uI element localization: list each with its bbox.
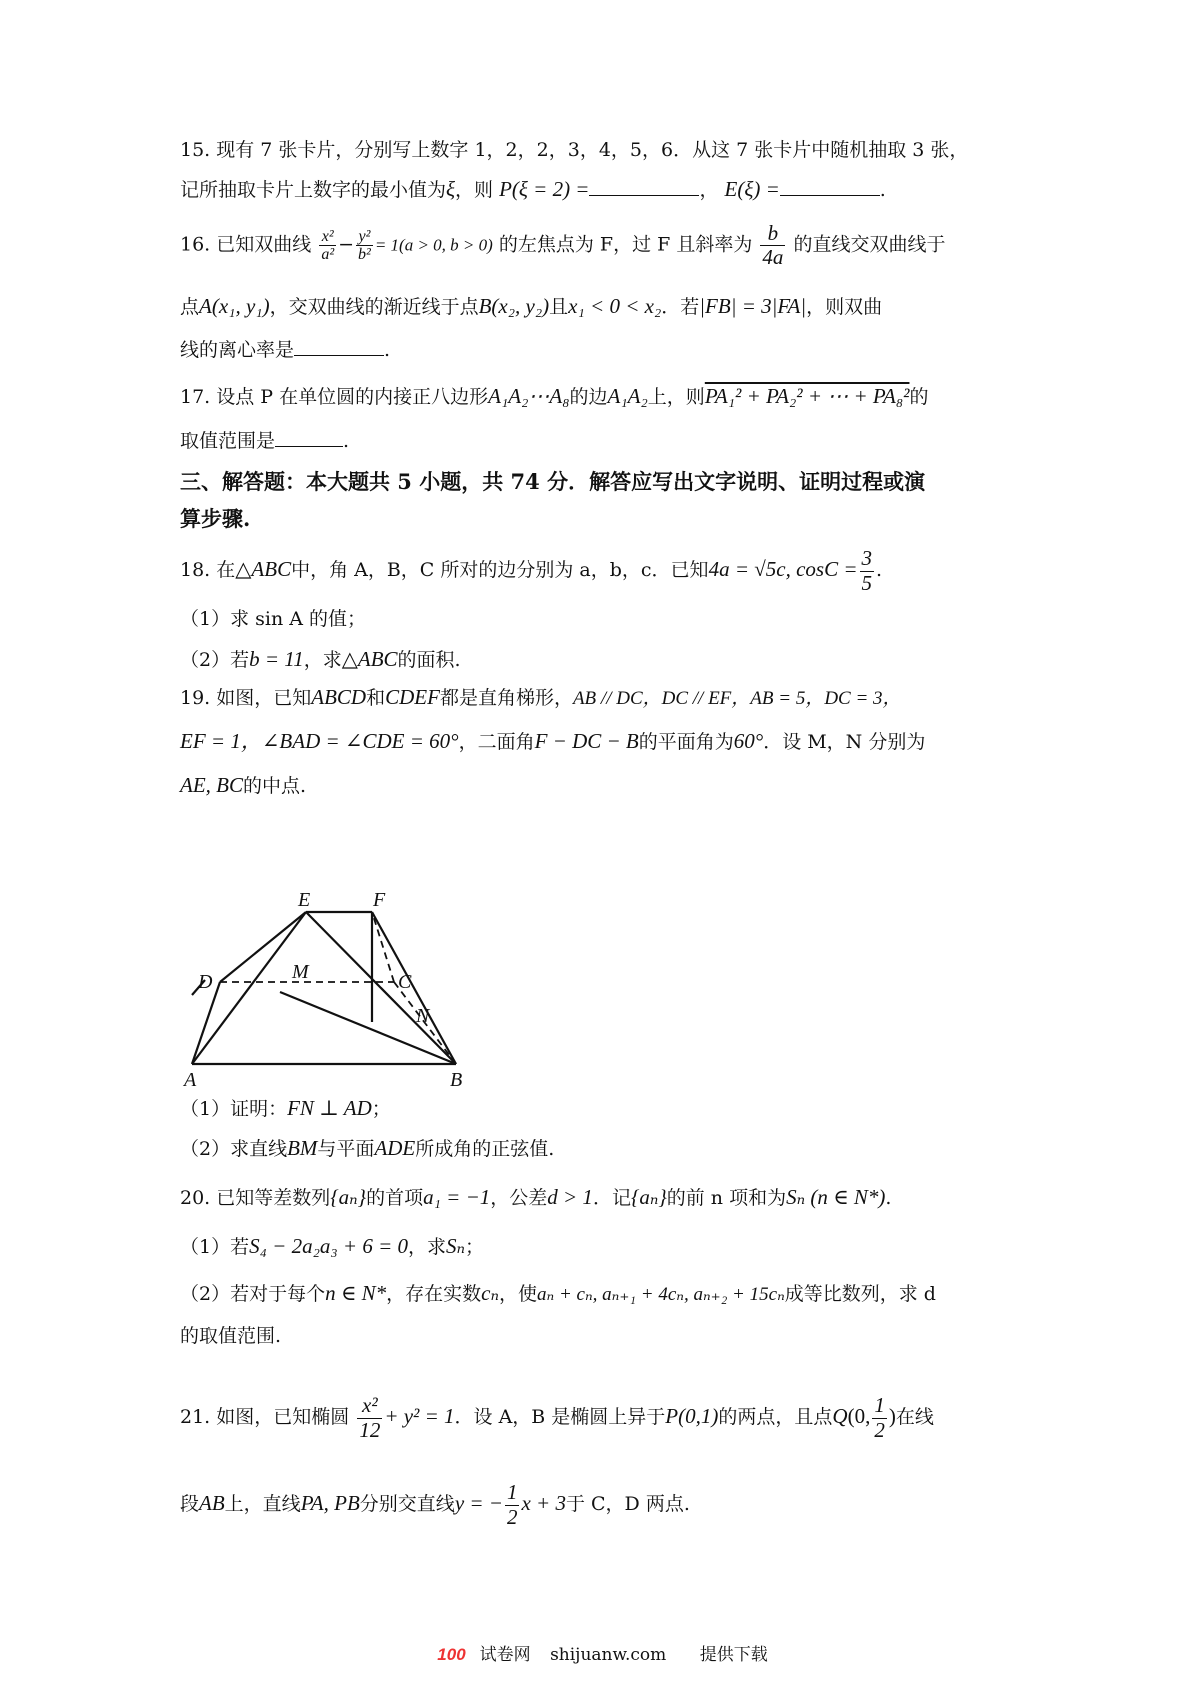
q20-part2-cont — [180, 1322, 1020, 1350]
q20-part2-b: n ∈ N* — [325, 1281, 387, 1305]
fig-label-b: B — [450, 1069, 463, 1090]
q19-text-c: ，二面角 — [458, 731, 535, 753]
q19-part1 — [180, 1094, 1020, 1123]
q19-text-e: ．设 M，N 分别为 — [763, 731, 926, 753]
q19-line2 — [180, 727, 1020, 756]
q16-text-e: ，交双曲线的渐近线于点 — [269, 296, 479, 318]
q21-text-f: 上，直线 — [224, 1493, 301, 1515]
q16-eq: = 1(a > 0, b > 0) — [374, 235, 493, 255]
q19-text-f: 的中点. — [243, 775, 307, 797]
q19-and: 和 — [366, 687, 386, 709]
q16-text-b: 的左焦点为 F，过 F 且斜率为 — [498, 233, 753, 256]
q20-d: d > 1 — [547, 1185, 593, 1209]
q18-part2-b: ，求 — [303, 649, 342, 671]
q19-text-d: 的平面角为 — [638, 731, 734, 753]
q16-line3 — [180, 336, 1020, 364]
q19-part2-b: BM — [287, 1136, 318, 1160]
site-name: 试卷网 — [479, 1645, 531, 1665]
q20-part2-d: cₙ — [481, 1281, 500, 1305]
q16-text-h: ，则双曲 — [806, 296, 883, 318]
q18-part1 — [180, 605, 1020, 633]
q21-ab: AB — [199, 1491, 225, 1515]
q15-xi: ξ — [446, 177, 456, 201]
q19-part2-e: 所成角的正弦值. — [415, 1138, 555, 1160]
q15-text-b: ，则 — [455, 179, 494, 201]
q19-cond1: AB // DC，DC // EF，AB = 5，DC = 3， — [572, 688, 902, 709]
q16-frac-x — [319, 228, 336, 264]
q20-part1-a: （1）若 — [180, 1236, 250, 1258]
q18-part2 — [180, 645, 1020, 674]
q19-part2-d: ADE — [374, 1136, 416, 1160]
q16-point-a: A(x₁, y₁) — [199, 294, 270, 318]
q20-text-d: ．记 — [592, 1187, 631, 1209]
q17-text-b: 的边 — [569, 386, 608, 408]
q16-slope-num: b — [760, 222, 785, 246]
q16-slope-frac — [760, 222, 785, 269]
q15-expect-expr: E(ξ) = — [724, 177, 780, 201]
section3-text-2: 算步骤. — [180, 506, 251, 531]
q18-part2-c: 的面积. — [397, 649, 461, 671]
q18-part1-text: （1）求 sin A 的值； — [180, 608, 366, 630]
q16-frac-x-num: x² — [319, 228, 336, 247]
q17-edge: A₁A₂ — [607, 384, 648, 408]
q15-blank-2 — [780, 177, 880, 196]
q16-text-f: 且 — [549, 296, 569, 318]
q16-cond: x₁ < 0 < x₂ — [568, 294, 662, 318]
q21-line1: 21. 如图，已知椭圆 $\frac{\text{x²}}{12}$ + y² = 1．设 A，B 是椭圆上异于P(0,1)的两点，且点Q(0, $\frac{1}{2}$ )在线 — [180, 1393, 934, 1442]
q17-line1 — [180, 382, 1020, 411]
q20-part2-e: ，使 — [499, 1283, 538, 1305]
q19-cond2: EF = 1，∠BAD = ∠CDE = 60° — [180, 729, 459, 753]
q19-cdef: CDEF — [385, 685, 440, 709]
q20-line1 — [180, 1183, 1020, 1212]
q21-ellipse-rest: + y² = 1 — [384, 1404, 455, 1428]
q16-frac-x-den: a² — [321, 246, 335, 264]
q17-octagon: A₁A₂⋯A₈ — [488, 384, 570, 408]
q21-text-b: ．设 A，B 是椭圆上异于 — [454, 1406, 666, 1428]
fig-label-n: N — [416, 1005, 430, 1027]
q16-blank — [294, 337, 384, 356]
q16-text-a: 16. 已知双曲线 — [180, 233, 312, 256]
q21-q-frac — [872, 1394, 887, 1441]
q18-line1 — [180, 547, 1020, 595]
q21-line-rest: x + 3 — [521, 1491, 566, 1515]
q18-text-a: 18. 在 — [180, 559, 236, 581]
q19-dihedral: F − DC − B — [534, 729, 639, 753]
section3-heading-2 — [180, 505, 1020, 533]
q16-line1: 16. 已知双曲线 $\frac{\text{x²}}{\text{a²}}$ − $\frac{\text{y²}}{\text{b²}}$ = 1(a > 0, b > 0) 的左焦点为 F，过 F 且斜率为 $\frac{b}{4a}$ 的直线交双曲线于 — [180, 221, 946, 270]
q21-line-frac — [505, 1481, 520, 1528]
q21-point-q: Q — [832, 1404, 848, 1428]
fig-label-a: A — [184, 1069, 197, 1090]
q15-comma: ， — [699, 179, 719, 201]
q15-line2 — [180, 175, 1020, 204]
q20-part1-b: S₄ − 2a₂a₃ + 6 = 0 — [249, 1234, 409, 1258]
q17-period: . — [343, 430, 350, 452]
q19-line3 — [180, 771, 1020, 800]
q21-text-g: 分别交直线 — [359, 1493, 455, 1515]
fig-edge-ad — [192, 982, 220, 1064]
q21-text-h: 于 C，D 两点. — [565, 1493, 690, 1515]
q15-text: 15. 现有 7 张卡片，分别写上数字 1，2，2，3，4，5，6．从这 7 张卡片中随机抽取 3 张， — [180, 139, 969, 161]
q19-text-b: 都是直角梯形， — [439, 687, 573, 709]
q20-period: . — [885, 1187, 892, 1209]
q18-text-b: 中，角 A，B，C 所对的边分别为 a，b，c．已知 — [291, 559, 709, 581]
fig-label-m: M — [292, 961, 309, 983]
q20-part1-e: ； — [465, 1236, 485, 1258]
fig-edge-eb — [306, 912, 456, 1064]
q18-frac — [860, 547, 875, 594]
q15-line1 — [180, 136, 1020, 164]
q15-prob-expr: P(ξ = 2) = — [499, 177, 590, 201]
q17-text-e: 取值范围是 — [180, 430, 276, 452]
q16-slope-den: 4a — [762, 245, 784, 270]
q21-ellipse-frac — [357, 1394, 382, 1441]
q17-line2 — [180, 427, 1020, 455]
q17-text-a: 17. 设点 P 在单位圆的内接正八边形 — [180, 386, 489, 408]
q21-frac-num: x² — [357, 1394, 382, 1418]
q21-papb: PA, PB — [300, 1491, 360, 1515]
q20-part1-d: Sₙ — [446, 1234, 466, 1258]
q21-text-a: 21. 如图，已知椭圆 — [180, 1406, 350, 1428]
q19-part2 — [180, 1134, 1020, 1163]
q18-period: . — [876, 559, 883, 581]
site-url[interactable]: shijuanw.com — [550, 1645, 667, 1665]
q21-q-den: 2 — [874, 1417, 885, 1442]
q19-abcd: ABCD — [311, 685, 367, 709]
q15-period: . — [879, 179, 886, 201]
q21-line-num: 1 — [506, 1480, 518, 1505]
q20-part2-f: aₙ + cₙ, aₙ₊₁ + 4cₙ, aₙ₊₂ + 15cₙ — [537, 1284, 785, 1305]
q16-cond2: |FB| = 3|FA| — [699, 294, 807, 318]
q16-line2 — [180, 292, 1020, 321]
q16-text-g: ．若 — [661, 296, 700, 318]
q18-triangle: △ABC — [235, 557, 292, 581]
section3-text-1: 三、解答题：本大题共 5 小题，共 74 分．解答应写出文字说明、证明过程或演 — [180, 469, 926, 494]
q17-blank — [275, 428, 343, 447]
q21-line-eq: y = − — [454, 1491, 503, 1515]
q19-part1-c: ； — [371, 1098, 391, 1120]
q19-line1 — [180, 683, 1020, 713]
q20-text-e: 的前 n 项和为 — [666, 1187, 787, 1209]
q20-a1: a₁ = −1 — [423, 1185, 491, 1209]
fig-label-f: F — [373, 889, 386, 911]
q21-text-d: 在线 — [895, 1406, 934, 1428]
q21-q-num: 1 — [874, 1393, 885, 1418]
fig-edge-mb — [280, 992, 456, 1064]
q21-line2 — [180, 1480, 1020, 1529]
q16-text-i: 线的离心率是 — [180, 339, 295, 361]
q19-part1-a: （1）证明： — [180, 1098, 288, 1120]
q17-text-c: 上，则 — [647, 386, 705, 408]
q16-period: . — [384, 339, 391, 361]
q20-part2-h: 的取值范围. — [180, 1325, 282, 1347]
q16-frac-y — [356, 228, 373, 264]
q19-part2-c: 与平面 — [317, 1138, 375, 1160]
q19-angle: 60° — [733, 729, 764, 753]
q18-part2-cond: b = 11 — [249, 647, 304, 671]
q16-frac-y-num: y² — [356, 228, 373, 247]
site-logo: 100 — [437, 1645, 466, 1664]
q16-text-d: 点 — [180, 296, 200, 318]
download-note: 提供下载 — [699, 1645, 768, 1665]
page-footer — [0, 1640, 1191, 1665]
section3-heading — [180, 468, 1020, 496]
q19-solid-figure — [180, 868, 510, 1090]
q19-ae-bc: AE, BC — [180, 773, 243, 797]
q17-text-d: 的 — [909, 386, 929, 408]
fig-label-d: D — [198, 971, 213, 993]
q16-point-b: B(x₂, y₂) — [478, 294, 550, 318]
q21-q-zero: 0, — [854, 1404, 871, 1428]
q20-part2-a: （2）若对于每个 — [180, 1283, 326, 1305]
q20-part2-c: ，存在实数 — [386, 1283, 482, 1305]
q21-line-den: 2 — [506, 1504, 518, 1529]
q20-part1 — [180, 1232, 1020, 1261]
q16-text-c: 的直线交双曲线于 — [793, 233, 946, 256]
fig-label-e: E — [298, 889, 311, 911]
q15-text-a: 记所抽取卡片上数字的最小值为 — [180, 179, 447, 201]
q17-vector-sum: PA₁² + PA₂² + ⋯ + PA₈² — [704, 384, 910, 408]
fig-edge-fb — [372, 912, 456, 1064]
q20-part1-c: ，求 — [408, 1236, 447, 1258]
q18-frac-den: 5 — [861, 570, 873, 595]
q21-text-c: 的两点，且点 — [718, 1406, 833, 1428]
q19-text-a: 19. 如图，已知 — [180, 687, 312, 709]
q18-part2-a: （2）若 — [180, 649, 250, 671]
q20-seq-2: {aₙ} — [630, 1185, 667, 1209]
q16-frac-y-den: b² — [358, 246, 371, 264]
q20-text-c: ，公差 — [490, 1187, 548, 1209]
q20-seq: {aₙ} — [330, 1185, 367, 1209]
fig-label-c: C — [398, 971, 412, 993]
q19-part1-b: FN ⊥ AD — [287, 1096, 372, 1120]
q20-part2-g: 成等比数列，求 d — [784, 1283, 936, 1305]
q20-part2 — [180, 1279, 1020, 1309]
q18-frac-num: 3 — [861, 546, 873, 571]
q18-part2-tri: △ABC — [341, 647, 398, 671]
q20-sn: Sₙ (n ∈ N*) — [786, 1185, 886, 1209]
q21-point-p: P(0,1) — [665, 1404, 719, 1428]
q15-blank-1 — [589, 177, 699, 196]
q21-text-e: 段 — [180, 1493, 200, 1515]
q21-frac-den: 12 — [359, 1417, 381, 1442]
q20-text-a: 20. 已知等差数列 — [180, 1187, 331, 1209]
q18-cond: 4a = √5c, cosC = — [708, 557, 858, 581]
q19-part2-a: （2）求直线 — [180, 1138, 288, 1160]
q20-text-b: 的首项 — [366, 1187, 424, 1209]
